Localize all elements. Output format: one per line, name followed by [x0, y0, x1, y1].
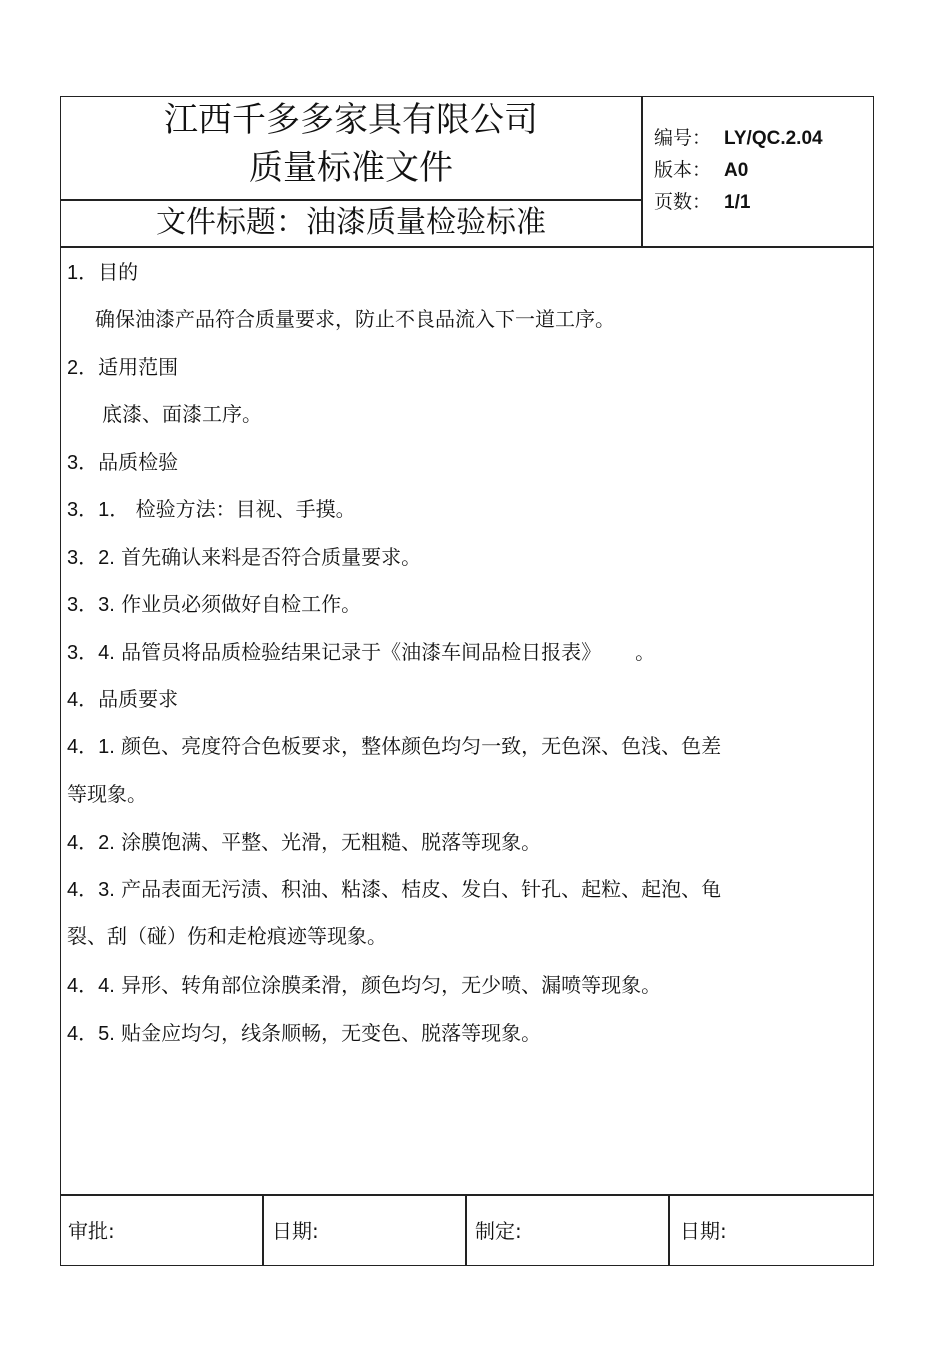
- footer-date-label-1: 日期:: [272, 1219, 319, 1243]
- item-4-3-continued: 裂、刮（碰）伤和走枪痕迹等现象。: [67, 924, 387, 948]
- item-4-4: 4．4. 异形、转角部位涂膜柔滑，颜色均匀，无少喷、漏喷等现象。: [67, 973, 662, 997]
- footer-divider-1: [262, 1194, 264, 1266]
- meta-version-value: A0: [724, 160, 749, 181]
- meta-number-label: 编号：: [654, 127, 712, 149]
- item-3-1: 3．1． 检验方法：目视、手摸。: [67, 497, 356, 521]
- meta-number: [654, 126, 823, 151]
- item-4-1-continued: 等现象。: [67, 782, 147, 806]
- item-4-1: 4．1. 颜色、亮度符合色板要求，整体颜色均匀一致，无色深、色浅、色差: [67, 734, 722, 758]
- section-1-text: 确保油漆产品符合质量要求，防止不良品流入下一道工序。: [95, 307, 615, 331]
- meta-pages-value: 1/1: [724, 192, 751, 213]
- document-frame: [60, 96, 874, 1266]
- item-3-4: 3．4. 品管员将品质检验结果记录于《油漆车间品检日报表》 。: [67, 640, 656, 664]
- item-3-3: 3．3. 作业员必须做好自检工作。: [67, 592, 362, 616]
- item-3-2: 3．2. 首先确认来料是否符合质量要求。: [67, 545, 422, 569]
- document-title: 文件标题：油漆质量检验标准: [156, 205, 546, 240]
- header-bottom-line: [60, 246, 874, 248]
- section-2-text: 底漆、面漆工序。: [102, 402, 262, 426]
- item-4-2: 4．2. 涂膜饱满、平整、光滑，无粗糙、脱落等现象。: [67, 830, 542, 854]
- section-1-heading: 1．目的: [67, 260, 139, 284]
- section-3-heading: 3．品质检验: [67, 450, 179, 474]
- footer-prepare-label: 制定:: [475, 1219, 522, 1243]
- meta-pages-label: 页数：: [654, 191, 712, 213]
- item-4-5: 4．5. 贴金应均匀，线条顺畅，无变色、脱落等现象。: [67, 1021, 542, 1045]
- section-2-heading: 2．适用范围: [67, 355, 179, 379]
- footer-approve-label: 审批:: [68, 1219, 115, 1243]
- footer-divider-3: [668, 1194, 670, 1266]
- company-name: 江西千多多家具有限公司: [164, 100, 538, 140]
- footer-top-line: [60, 1194, 874, 1196]
- item-4-3: 4．3. 产品表面无污渍、积油、粘漆、桔皮、发白、针孔、起粒、起泡、龟: [67, 877, 722, 901]
- meta-version-label: 版本：: [654, 159, 712, 181]
- meta-number-value: LY/QC.2.04: [724, 128, 823, 149]
- footer-date-label-2: 日期:: [680, 1219, 727, 1243]
- meta-version: [654, 158, 748, 183]
- section-4-heading: 4．品质要求: [67, 687, 179, 711]
- document-category: 质量标准文件: [249, 148, 453, 188]
- footer-divider-2: [465, 1194, 467, 1266]
- meta-pages: [654, 190, 750, 215]
